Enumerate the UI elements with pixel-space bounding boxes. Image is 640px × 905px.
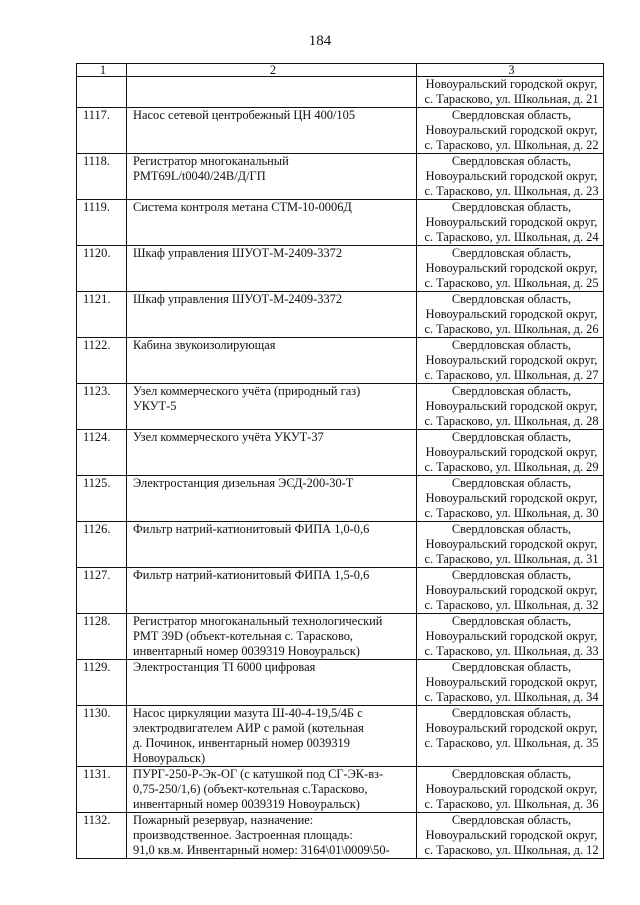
item-name-line: Регистратор многоканальный технологический [133, 614, 383, 628]
item-address-line: с. Тарасково, ул. Школьная, д. 12 [424, 843, 599, 857]
item-name-line: РМТ69L/t0040/24В/Д/ГП [133, 169, 266, 183]
item-address-line: Свердловская область, [451, 767, 572, 781]
item-address-line: с. Тарасково, ул. Школьная, д. 31 [424, 552, 599, 566]
item-name-line: ПУРГ-250-Р-Эк-ОГ (с катушкой под СГ-ЭК-вз- [133, 767, 384, 781]
item-name-line: Шкаф управления ШУОТ-М-2409-3372 [133, 292, 343, 306]
table-row [77, 568, 604, 614]
item-address [417, 108, 604, 154]
item-address [417, 522, 604, 568]
item-address-line: Свердловская область, [451, 522, 572, 536]
table-row [77, 522, 604, 568]
row-number: 1129. [77, 660, 127, 706]
item-name-line: инвентарный номер 0039319 Новоуральск) [133, 797, 360, 811]
item-address [417, 200, 604, 246]
item-address-line: Новоуральский городской округ, [425, 675, 598, 689]
table-row [77, 476, 604, 522]
item-name-line: Фильтр натрий-катионитовый ФИПА 1,0-0,6 [133, 522, 370, 536]
item-address-line: с. Тарасково, ул. Школьная, д. 28 [424, 414, 599, 428]
item-name-line: Узел коммерческого учёта (природный газ) [133, 384, 361, 398]
item-address-line: с. Тарасково, ул. Школьная, д. 25 [424, 276, 599, 290]
item-address [417, 430, 604, 476]
item-name-line: электродвигателем АИР с рамой (котельная [133, 721, 364, 735]
table-row [77, 430, 604, 476]
table-row [77, 108, 604, 154]
row-number: 1118. [77, 154, 127, 200]
header-col-name: 2 [127, 64, 417, 77]
item-address-line: Свердловская область, [451, 706, 572, 720]
item-address-line: с. Тарасково, ул. Школьная, д. 34 [424, 690, 599, 704]
table-row [77, 660, 604, 706]
item-name-line: производственное. Застроенная площадь: [133, 828, 353, 842]
item-name-line: Электростанция TI 6000 цифровая [133, 660, 316, 674]
item-address-line: с. Тарасково, ул. Школьная, д. 21 [424, 92, 599, 106]
row-number: 1119. [77, 200, 127, 246]
row-number: 1130. [77, 706, 127, 767]
row-number: 1125. [77, 476, 127, 522]
item-name [127, 338, 417, 384]
item-address-line: с. Тарасково, ул. Школьная, д. 22 [424, 138, 599, 152]
item-name-line: Насос сетевой центробежный ЦН 400/105 [133, 108, 356, 122]
item-address [417, 767, 604, 813]
item-address-line: Свердловская область, [451, 154, 572, 168]
item-name [127, 384, 417, 430]
item-address-line: с. Тарасково, ул. Школьная, д. 24 [424, 230, 599, 244]
registry-table [76, 63, 604, 859]
item-address-line: Новоуральский городской округ, [425, 445, 598, 459]
item-name-line: Фильтр натрий-катионитовый ФИПА 1,5-0,6 [133, 568, 370, 582]
item-name [127, 200, 417, 246]
item-address-line: Новоуральский городской округ, [425, 782, 598, 796]
table-row [77, 154, 604, 200]
page-number: 184 [308, 33, 332, 49]
item-address-line: Новоуральский городской округ, [425, 123, 598, 137]
item-name-line: д. Починок, инвентарный номер 0039319 [133, 736, 350, 750]
table-row [77, 200, 604, 246]
item-address-line: Новоуральский городской округ, [425, 399, 598, 413]
item-name [127, 568, 417, 614]
item-address-line: Новоуральский городской округ, [425, 353, 598, 367]
item-name [127, 246, 417, 292]
item-address [417, 384, 604, 430]
item-address-line: Свердловская область, [451, 614, 572, 628]
row-number: 1124. [77, 430, 127, 476]
item-address-line: с. Тарасково, ул. Школьная, д. 35 [424, 736, 599, 750]
item-name [127, 476, 417, 522]
item-name-line: Кабина звукоизолирующая [133, 338, 276, 352]
item-name [127, 614, 417, 660]
row-number: 1127. [77, 568, 127, 614]
item-address-line: Свердловская область, [451, 568, 572, 582]
item-name-line: Система контроля метана СТМ-10-0006Д [133, 200, 352, 214]
item-name-line: Электростанция дизельная ЭСД-200-30-Т [133, 476, 354, 490]
item-address-line: Свердловская область, [451, 246, 572, 260]
item-address [417, 476, 604, 522]
header-col-address: 3 [417, 64, 604, 77]
item-name [127, 660, 417, 706]
item-address-line: с. Тарасково, ул. Школьная, д. 33 [424, 644, 599, 658]
item-address-line: Новоуральский городской округ, [425, 583, 598, 597]
item-name [127, 292, 417, 338]
item-address [417, 154, 604, 200]
item-address-line: Свердловская область, [451, 476, 572, 490]
item-address-line: с. Тарасково, ул. Школьная, д. 30 [424, 506, 599, 520]
table-row [77, 767, 604, 813]
item-address [417, 813, 604, 859]
item-address-line: Свердловская область, [451, 430, 572, 444]
item-name [127, 154, 417, 200]
item-address-line: с. Тарасково, ул. Школьная, д. 36 [424, 797, 599, 811]
item-name-line: Насос циркуляции мазута Ш-40-4-19,5/4Б с [133, 706, 363, 720]
item-address-line: Свердловская область, [451, 813, 572, 827]
item-address-line: Свердловская область, [451, 292, 572, 306]
item-address-line: Новоуральский городской округ, [425, 828, 598, 842]
item-address-line: Новоуральский городской округ, [425, 537, 598, 551]
item-name [127, 767, 417, 813]
table-row [77, 614, 604, 660]
item-name-line: Пожарный резервуар, назначение: [133, 813, 314, 827]
item-name-line: Регистратор многоканальный [133, 154, 289, 168]
item-address [417, 292, 604, 338]
table-header-row [77, 64, 604, 77]
item-name [127, 77, 417, 108]
item-address-line: Новоуральский городской округ, [425, 261, 598, 275]
row-number [77, 77, 127, 108]
item-address-line: Свердловская область, [451, 660, 572, 674]
item-name [127, 108, 417, 154]
item-name-line: УКУТ-5 [133, 399, 177, 413]
item-address-line: Новоуральский городской округ, [425, 629, 598, 643]
item-address-line: Свердловская область, [451, 384, 572, 398]
row-number: 1122. [77, 338, 127, 384]
row-number: 1120. [77, 246, 127, 292]
item-name-line: Шкаф управления ШУОТ-М-2409-3372 [133, 246, 343, 260]
table-row [77, 292, 604, 338]
item-address-line: с. Тарасково, ул. Школьная, д. 32 [424, 598, 599, 612]
item-address-line: Свердловская область, [451, 338, 572, 352]
item-address [417, 568, 604, 614]
item-name-line: инвентарный номер 0039319 Новоуральск) [133, 644, 360, 658]
item-address [417, 706, 604, 767]
item-address-line: Новоуральский городской округ, [425, 169, 598, 183]
table-row [77, 706, 604, 767]
item-name-line: РМТ 39D (объект-котельная с. Тарасково, [133, 629, 354, 643]
table-body [77, 77, 604, 859]
header-col-number: 1 [77, 64, 127, 77]
item-address [417, 614, 604, 660]
item-name-line: Новоуральск) [133, 751, 206, 765]
table-row [77, 813, 604, 859]
item-address [417, 246, 604, 292]
item-address-line: с. Тарасково, ул. Школьная, д. 23 [424, 184, 599, 198]
row-number: 1123. [77, 384, 127, 430]
item-name [127, 522, 417, 568]
row-number: 1117. [77, 108, 127, 154]
item-name-line: Узел коммерческого учёта УКУТ-37 [133, 430, 324, 444]
item-address-line: Новоуральский городской округ, [425, 77, 598, 91]
row-number: 1128. [77, 614, 127, 660]
item-address-line: с. Тарасково, ул. Школьная, д. 29 [424, 460, 599, 474]
item-address-line: Свердловская область, [451, 200, 572, 214]
row-number: 1131. [77, 767, 127, 813]
row-number: 1121. [77, 292, 127, 338]
item-address [417, 660, 604, 706]
item-name [127, 430, 417, 476]
item-name-line: 0,75-250/1,6) (объект-котельная с.Тарасково, [133, 782, 368, 796]
item-address-line: Новоуральский городской округ, [425, 721, 598, 735]
item-address [417, 77, 604, 108]
table-row [77, 246, 604, 292]
row-number: 1132. [77, 813, 127, 859]
item-name-line: 91,0 кв.м. Инвентарный номер: 3164\01\0009\50- [133, 843, 390, 857]
row-number: 1126. [77, 522, 127, 568]
item-address-line: с. Тарасково, ул. Школьная, д. 27 [424, 368, 599, 382]
item-name [127, 706, 417, 767]
item-address-line: Новоуральский городской округ, [425, 307, 598, 321]
table-row [77, 384, 604, 430]
table-row [77, 338, 604, 384]
item-address-line: Новоуральский городской округ, [425, 215, 598, 229]
item-address-line: Свердловская область, [451, 108, 572, 122]
table-row [77, 77, 604, 108]
item-address-line: Новоуральский городской округ, [425, 491, 598, 505]
item-address [417, 338, 604, 384]
item-name [127, 813, 417, 859]
item-address-line: с. Тарасково, ул. Школьная, д. 26 [424, 322, 599, 336]
